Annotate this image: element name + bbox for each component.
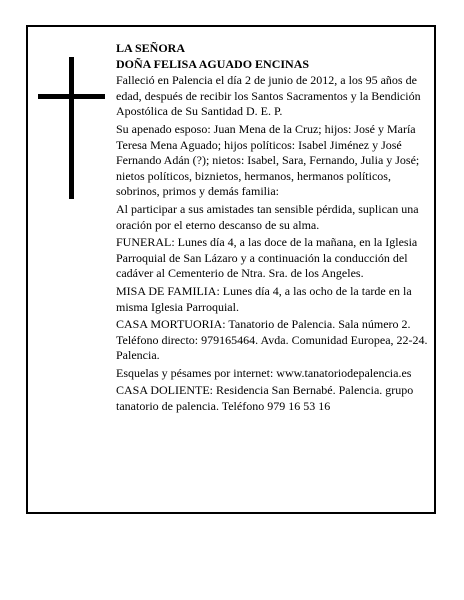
funeral-home-info: CASA MORTUORIA: Tanatorio de Palencia. Sala número 2. Teléfono directo: 979165464. Avda. Comunidad Europea, 22-24. Palencia. <box>116 317 428 363</box>
internet-condolences: Esquelas y pésames por internet: www.tanatoriodepalencia.es <box>116 365 412 380</box>
notice-content <box>116 41 428 417</box>
family-list: Su apenado esposo: Juan Mena de la Cruz; hijos: José y María Teresa Mena Aguado; hijos políticos: Isabel Jiménez y José Fernando Adán (?); nietos: Isabel, Sara, Fernando, Julia y José; nietos políticos, biznietos, hermanos, hermanos políticos, sobrinos, primos y demás familia: <box>116 121 420 199</box>
death-announcement: Falleció en Palencia el día 2 de junio de 2012, a los 95 años de edad, después de recibir los Santos Sacramentos y la Bendición Apostólica de Su Santidad D. E. P. <box>116 73 421 119</box>
family-home-info: CASA DOLIENTE: Residencia San Bernabé. Palencia. grupo tanatorio de palencia. Teléfono 979 16 53 16 <box>116 383 414 414</box>
obituary-notice-frame <box>26 25 436 514</box>
notice-title: LA SEÑORA <box>116 41 186 55</box>
cross-horizontal-bar <box>38 94 105 99</box>
cross-vertical-bar <box>69 57 74 199</box>
prayer-request: Al participar a sus amistades tan sensible pérdida, suplican una oración por el eterno descanso de su alma. <box>116 201 419 232</box>
funeral-info: FUNERAL: Lunes día 4, a las doce de la mañana, en la Iglesia Parroquial de San Lázaro y a continuación la conducción del cadáver al Cementerio de Ntra. Sra. de los Angeles. <box>116 235 418 281</box>
family-mass-info: MISA DE FAMILIA: Lunes día 4, a las ocho de la tarde en la misma Iglesia Parroquial. <box>116 283 412 314</box>
deceased-name: DOÑA FELISA AGUADO ENCINAS <box>116 56 310 71</box>
